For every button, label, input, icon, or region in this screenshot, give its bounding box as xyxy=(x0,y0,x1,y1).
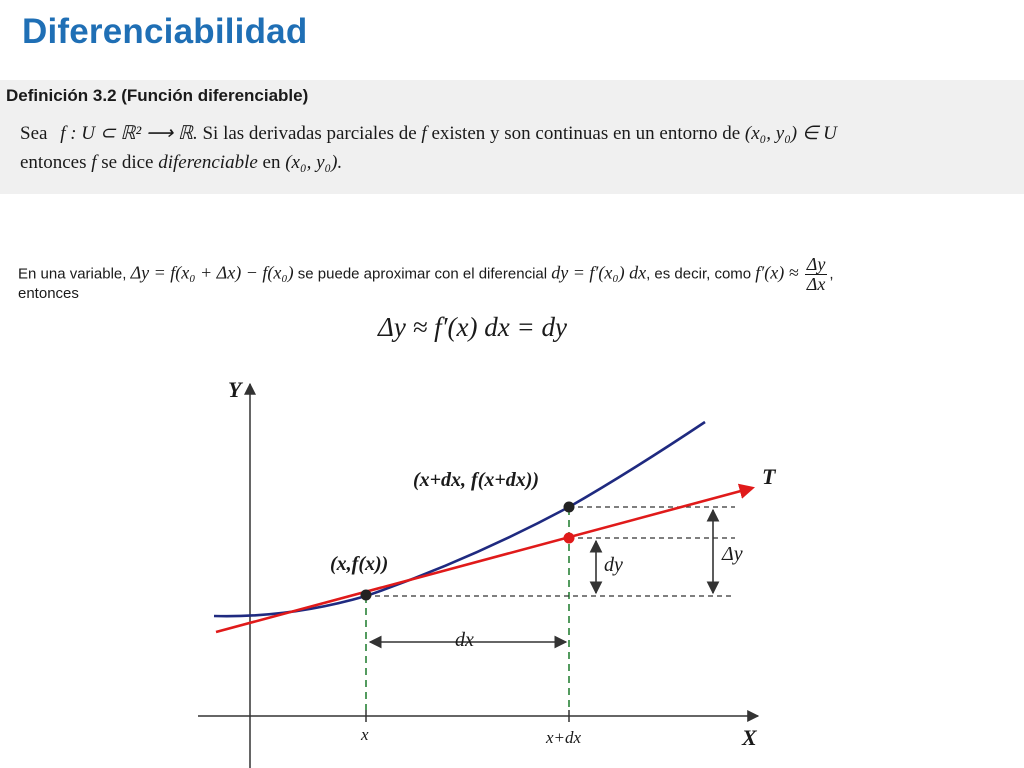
def-point: (x₀, y₀) ∈ U xyxy=(744,123,837,144)
point-a-label: (x,f(x)) xyxy=(330,553,389,575)
def-f-2: f xyxy=(421,123,427,144)
para-math-1: Δy = f(x₀ + Δx) − f(x₀) xyxy=(130,262,294,283)
delta-y-label: Δy xyxy=(722,543,743,565)
def-text-1: Si las derivadas parciales de xyxy=(202,123,417,144)
para-math-2: dy = f′(x₀) dx xyxy=(551,262,647,283)
para-text-3: , es decir, como xyxy=(646,265,752,283)
para-math-3: f′(x) ≈ xyxy=(755,262,799,283)
para-text-1: En una variable, xyxy=(18,265,127,283)
def-entonces: entonces xyxy=(20,152,87,173)
tangent-line xyxy=(216,488,752,632)
approximation-formula: Δy ≈ f′(x) dx = dy xyxy=(378,312,567,342)
dx-label: dx xyxy=(455,629,474,651)
def-emphasis: diferenciable xyxy=(158,152,258,173)
x-axis-label: X xyxy=(742,725,757,750)
x-tick-label: x xyxy=(361,725,369,744)
y-axis-label: Y xyxy=(228,377,242,402)
def-point-2: (x₀, y₀). xyxy=(285,152,343,173)
def-sea: Sea xyxy=(20,123,48,144)
dy-label: dy xyxy=(604,554,623,576)
def-se-dice: se dice xyxy=(101,152,154,173)
page-title: Diferenciabilidad xyxy=(22,12,308,51)
xdx-tick-label: x+dx xyxy=(546,728,582,747)
def-f-3: f xyxy=(91,152,97,173)
para-text-2: se puede aproximar con el diferencial xyxy=(297,265,548,283)
frac-numerator: Δy xyxy=(806,254,826,274)
def-f: f xyxy=(60,123,66,144)
frac-denominator: Δx xyxy=(806,273,826,294)
definition-heading: Definición 3.2 (Función diferenciable) xyxy=(6,86,309,105)
tangent-label: T xyxy=(762,464,776,489)
point-x-dx-curve xyxy=(564,502,575,513)
def-mapping: : U ⊂ ℝ² ⟶ ℝ. xyxy=(70,123,198,144)
point-b-label: (x+dx, f(x+dx)) xyxy=(413,469,540,491)
paragraph-line-2: entonces xyxy=(18,285,79,302)
def-text-2: existen y son continuas en un entorno de xyxy=(431,123,741,144)
point-x-dx-tangent xyxy=(564,533,575,544)
para-comma: , xyxy=(829,265,834,283)
point-x-fx xyxy=(361,590,372,601)
def-en: en xyxy=(262,152,281,173)
